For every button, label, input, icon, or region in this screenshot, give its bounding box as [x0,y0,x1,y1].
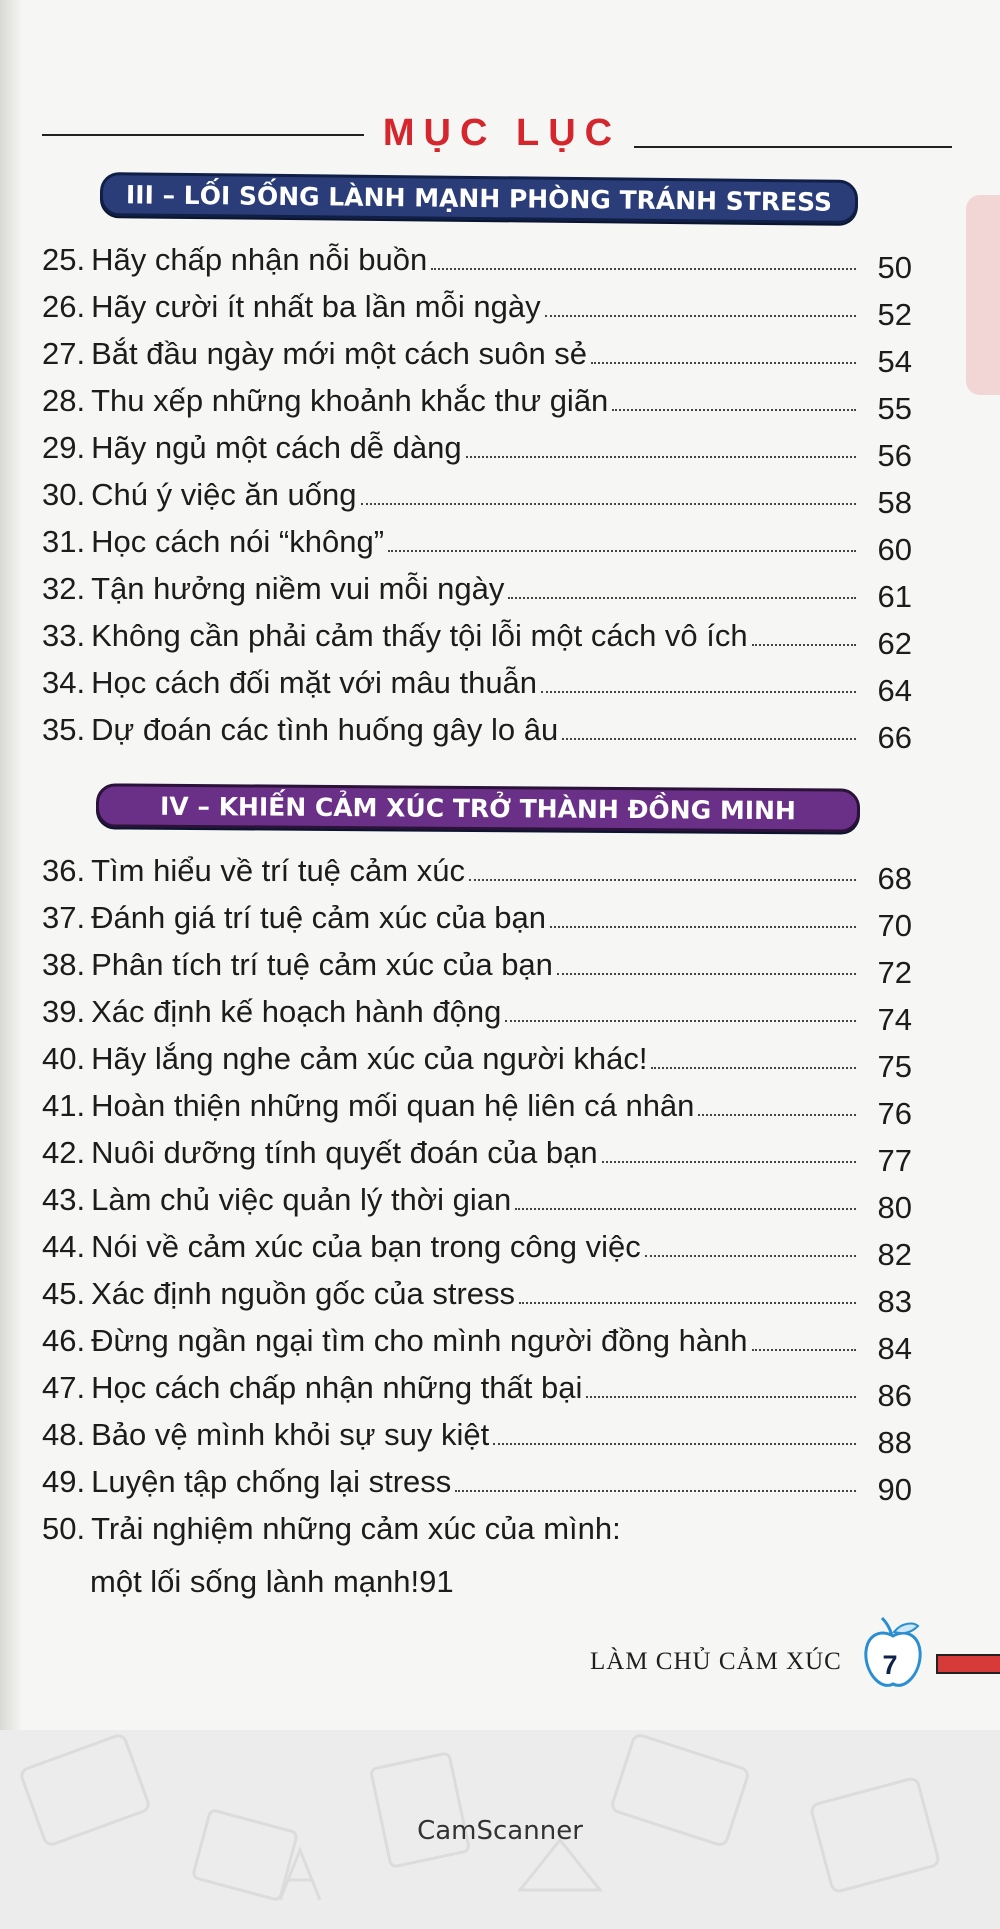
toc-entry-title: Bắt đầu ngày mới một cách suôn sẻ [91,336,588,371]
toc-leader-dots [466,456,856,458]
toc-entry-number: 36. [42,853,86,888]
toc-entry-number: 27. [42,336,86,371]
toc-entry-title: Tận hưởng niềm vui mỗi ngày [91,571,505,606]
toc-entry-title: Nuôi dưỡng tính quyết đoán của bạn [91,1135,598,1170]
toc-entry-page: 86 [877,1378,912,1413]
toc-entry[interactable] [42,467,912,520]
toc-entry-page: 54 [877,344,912,379]
toc-leader-dots [545,315,856,317]
toc-title: MỤC LỤC [382,112,622,154]
toc-entry-number: 32. [42,571,86,606]
toc-entry-number: 29. [42,430,86,465]
toc-entry-title: Nói về cảm xúc của bạn trong công việc [91,1229,641,1264]
toc-leader-dots [562,738,856,740]
toc-entry-page: 52 [877,297,912,332]
toc-entry-number: 33. [42,618,86,653]
toc-entry-page: 66 [877,720,912,755]
toc-entry-number: 26. [42,289,86,324]
toc-entry-page: 68 [877,861,912,896]
toc-entry-page: 50 [877,250,912,285]
toc-entry-title: Chú ý việc ăn uống [91,477,357,512]
section-banner-iii: III – LỐI SỐNG LÀNH MẠNH PHÒNG TRÁNH STRESS [100,172,858,224]
toc-entry-page: 82 [877,1237,912,1272]
toc-leader-dots [557,973,856,975]
toc-entry[interactable] [42,1313,912,1366]
toc-entry[interactable] [42,1078,912,1131]
toc-entry-number: 30. [42,477,86,512]
toc-entry-page: 58 [877,485,912,520]
toc-entry-number: 28. [42,383,86,418]
toc-entry-title: Dự đoán các tình huống gây lo âu [91,712,559,747]
toc-entry[interactable] [42,608,912,661]
toc-entry[interactable] [42,232,912,285]
footer-accent-bar [936,1654,1000,1674]
toc-entry-page: 56 [877,438,912,473]
footer-page-number: 7 [882,1650,898,1680]
toc-entry-number: 40. [42,1041,86,1076]
toc-leader-dots [698,1114,856,1116]
toc-entry-title: Đánh giá trí tuệ cảm xúc của bạn [91,900,547,935]
side-tab-marker [966,195,1000,395]
toc-entry-title: Học cách nói “không” [91,524,385,559]
toc-entry-title: Học cách chấp nhận những thất bại [91,1370,583,1405]
toc-leader-dots [752,644,856,646]
toc-entry[interactable] [42,1501,912,1547]
toc-entry-number: 49. [42,1464,86,1499]
toc-entry-page: 74 [877,1002,912,1037]
toc-leader-dots [505,1020,856,1022]
toc-leader-dots [515,1208,856,1210]
toc-entry-number: 31. [42,524,86,559]
toc-leader-dots [651,1067,856,1069]
toc-entry-number: 38. [42,947,86,982]
toc-entry-number: 25. [42,242,86,277]
toc-entry[interactable] [42,326,912,379]
toc-entry-continuation[interactable] [90,1554,912,1600]
toc-leader-dots [602,1161,856,1163]
toc-leader-dots [541,691,856,693]
toc-entry-title: Hãy chấp nhận nỗi buồn [91,242,428,277]
toc-entry-number: 48. [42,1417,86,1452]
toc-entry[interactable] [42,1454,912,1507]
toc-entry-title: Hãy cười ít nhất ba lần mỗi ngày [91,289,541,324]
toc-entry-title: Thu xếp những khoảnh khắc thư giãn [91,383,609,418]
toc-entry-title: Hãy ngủ một cách dễ dàng [91,430,462,465]
toc-entry-page: 60 [877,532,912,567]
toc-leader-dots [388,550,856,552]
toc-entry-title: Trải nghiệm những cảm xúc của mình: [91,1511,621,1546]
toc-entry-page: 83 [877,1284,912,1319]
toc-entry-title: Luyện tập chống lại stress [91,1464,452,1499]
toc-entry-page: 75 [877,1049,912,1084]
camscanner-watermark: CamScanner [417,1816,583,1846]
toc-leader-dots [586,1396,856,1398]
toc-entry[interactable] [42,1360,912,1413]
toc-entry-page: 55 [877,391,912,426]
toc-entry-number: 43. [42,1182,86,1217]
toc-entry-page: 76 [877,1096,912,1131]
toc-entry-title: Đừng ngần ngại tìm cho mình người đồng hành [91,1323,748,1358]
toc-leader-dots [431,268,856,270]
toc-entry-title: Phân tích trí tuệ cảm xúc của bạn [91,947,553,982]
toc-entry-number: 45. [42,1276,86,1311]
toc-entry-page: 90 [877,1472,912,1507]
toc-entry-number: 39. [42,994,86,1029]
toc-entry[interactable] [42,843,912,896]
header-rule-right [634,146,952,148]
toc-leader-dots [469,879,856,881]
toc-leader-dots [550,926,856,928]
toc-entry-page: 62 [877,626,912,661]
toc-entry-title: Xác định kế hoạch hành động [91,994,502,1029]
toc-leader-dots [752,1349,856,1351]
toc-entry-number: 44. [42,1229,86,1264]
toc-entry-title: Hoàn thiện những mối quan hệ liên cá nhân [91,1088,695,1123]
toc-entry[interactable] [42,373,912,426]
toc-leader-dots [508,597,856,599]
toc-entry[interactable] [42,890,912,943]
toc-entry-page: 72 [877,955,912,990]
toc-entry-number: 46. [42,1323,86,1358]
toc-entry[interactable] [42,1125,912,1178]
toc-entry[interactable] [42,984,912,1037]
toc-entry-title: Bảo vệ mình khỏi sự suy kiệt [91,1417,490,1452]
toc-entry[interactable] [42,420,912,473]
toc-entry[interactable] [42,937,912,990]
toc-header [42,112,910,158]
toc-entry-title: Không cần phải cảm thấy tội lỗi một cách vô ích [91,618,748,653]
toc-entry[interactable] [42,1172,912,1225]
toc-leader-dots [361,503,856,505]
toc-entry-title: Xác định nguồn gốc của stress [91,1276,516,1311]
toc-entry-page: 80 [877,1190,912,1225]
footer-book-title: LÀM CHỦ CẢM XÚC [590,1648,842,1675]
toc-entry-number: 37. [42,900,86,935]
toc-entry-title: Làm chủ việc quản lý thời gian [91,1182,512,1217]
toc-entry[interactable] [42,514,912,567]
toc-entry[interactable] [42,561,912,614]
toc-entry-number: 47. [42,1370,86,1405]
toc-entry[interactable] [42,1407,912,1460]
toc-leader-dots [493,1443,856,1445]
toc-entry-page: 77 [877,1143,912,1178]
toc-entry-page: 84 [877,1331,912,1366]
page-gutter-shadow [0,0,22,1730]
page-footer [560,1614,1000,1694]
toc-entry-page: 70 [877,908,912,943]
toc-entry[interactable] [42,1219,912,1272]
section-banner-iv: IV – KHIẾN CẢM XÚC TRỞ THÀNH ĐỒNG MINH [96,783,860,832]
toc-leader-dots [645,1255,856,1257]
toc-entry-number: 42. [42,1135,86,1170]
toc-leader-dots [591,362,856,364]
toc-entry-title: Hãy lắng nghe cảm xúc của người khác! [91,1041,648,1076]
toc-entry[interactable] [42,1031,912,1084]
toc-entry-page: 88 [877,1425,912,1460]
toc-entry-title: Tìm hiểu về trí tuệ cảm xúc [91,853,465,888]
toc-entry[interactable] [42,279,912,332]
toc-entry-page: 91 [419,1564,454,1599]
toc-entry-title: một lối sống lành mạnh! [90,1564,420,1599]
toc-leader-dots [612,409,856,411]
toc-entry-page: 64 [877,673,912,708]
toc-entry-number: 41. [42,1088,86,1123]
toc-entry-title: Học cách đối mặt với mâu thuẫn [91,665,538,700]
toc-entry-page: 61 [877,579,912,614]
toc-leader-dots [455,1490,856,1492]
toc-entry[interactable] [42,1266,912,1319]
toc-entry[interactable] [42,702,912,755]
toc-entry-number: 35. [42,712,86,747]
toc-entry-number: 50. [42,1511,86,1546]
toc-entry-number: 34. [42,665,86,700]
toc-leader-dots [519,1302,856,1304]
header-rule-left [42,134,364,136]
toc-entry[interactable] [42,655,912,708]
